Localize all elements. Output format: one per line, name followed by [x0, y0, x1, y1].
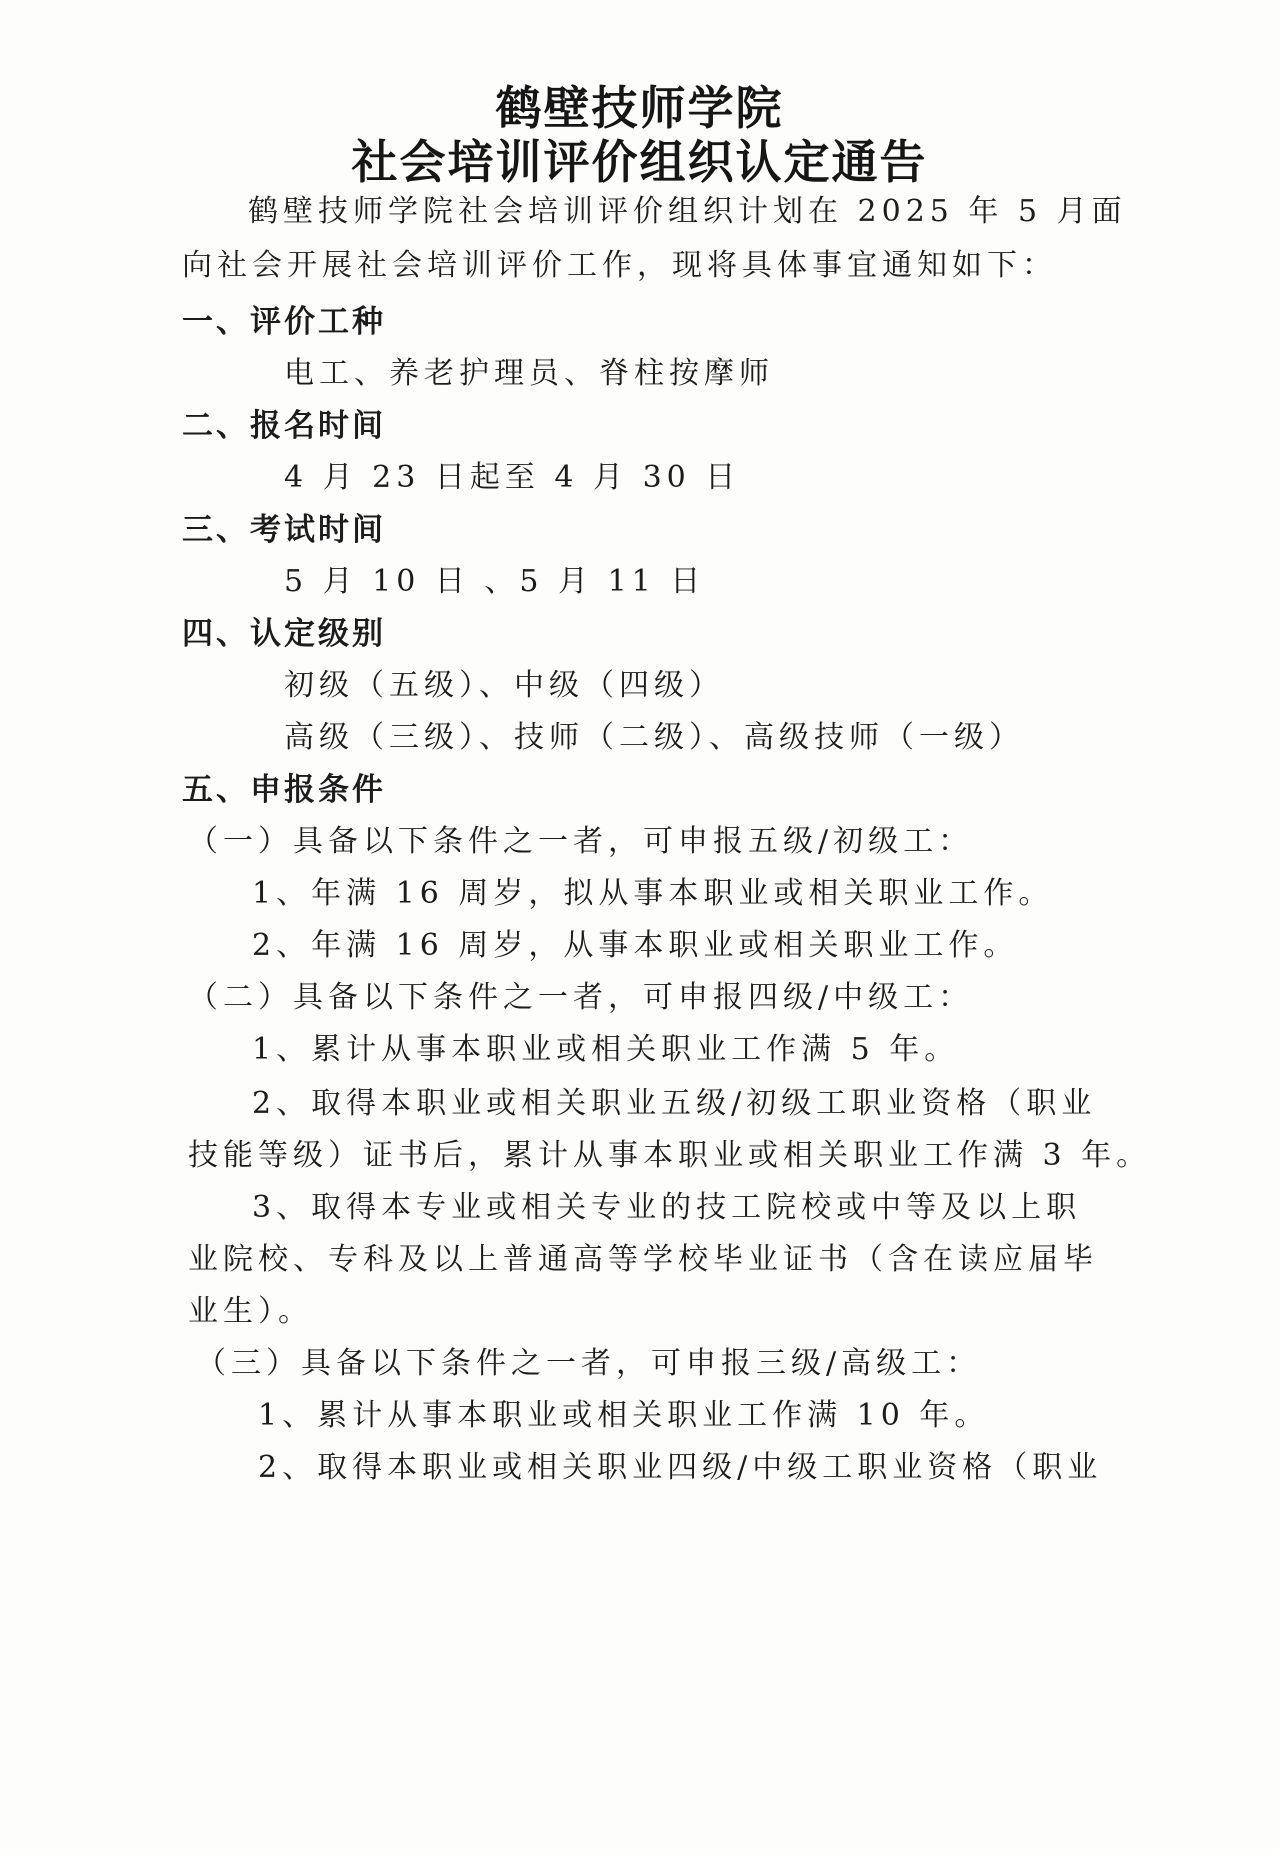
condition-group-level4-title: （二）具备以下条件之一者，可申报四级/中级工：	[188, 980, 974, 1015]
section-heading-job-types: 一、评价工种	[182, 304, 386, 340]
condition-level4-item3-line2: 业院校、专科及以上普通高等学校毕业证书（含在读应届毕	[188, 1242, 1098, 1277]
section-heading-exam-time: 三、考试时间	[182, 512, 386, 548]
condition-group-level5-title: （一）具备以下条件之一者，可申报五级/初级工：	[188, 824, 974, 859]
condition-level4-item2-line1: 2、取得本职业或相关职业五级/初级工职业资格（职业	[252, 1086, 1097, 1121]
document-title-line2: 社会培训评价组织认定通告	[351, 135, 928, 189]
intro-paragraph-line2: 向社会开展社会培训评价工作，现将具体事宜通知如下：	[182, 248, 1057, 283]
section-heading-requirements: 五、申报条件	[182, 772, 386, 808]
section-heading-registration-time: 二、报名时间	[182, 408, 386, 444]
condition-level4-item3-line3: 业生）。	[188, 1294, 313, 1329]
condition-level5-item2: 2、年满 16 周岁，从事本职业或相关职业工作。	[252, 928, 1019, 963]
section-body-exam-time: 5 月 10 日 、5 月 11 日	[284, 564, 706, 599]
condition-group-level3-title: （三）具备以下条件之一者，可申报三级/高级工：	[196, 1346, 982, 1381]
section-body-levels-line2: 高级（三级）、技师（二级）、高级技师（一级）	[284, 720, 1024, 755]
intro-paragraph-line1: 鹤壁技师学院社会培训评价组织计划在 2025 年 5 月面	[248, 194, 1127, 229]
section-body-levels-line1: 初级（五级）、中级（四级）	[284, 668, 724, 703]
condition-level4-item3-line1: 3、取得本专业或相关专业的技工院校或中等及以上职	[252, 1190, 1082, 1225]
document-title-line1: 鹤壁技师学院	[495, 81, 784, 135]
section-heading-levels: 四、认定级别	[182, 616, 386, 652]
condition-level4-item1: 1、累计从事本职业或相关职业工作满 5 年。	[252, 1032, 960, 1067]
condition-level3-item1: 1、累计从事本职业或相关职业工作满 10 年。	[258, 1398, 990, 1433]
condition-level4-item2-line2: 技能等级）证书后，累计从事本职业或相关职业工作满 3 年。	[188, 1138, 1152, 1173]
condition-level3-item2-line1: 2、取得本职业或相关职业四级/中级工职业资格（职业	[258, 1450, 1103, 1485]
section-body-registration-time: 4 月 23 日起至 4 月 30 日	[284, 460, 741, 495]
section-body-job-types: 电工、养老护理员、脊柱按摩师	[284, 356, 774, 391]
condition-level5-item1: 1、年满 16 周岁，拟从事本职业或相关职业工作。	[252, 876, 1054, 911]
